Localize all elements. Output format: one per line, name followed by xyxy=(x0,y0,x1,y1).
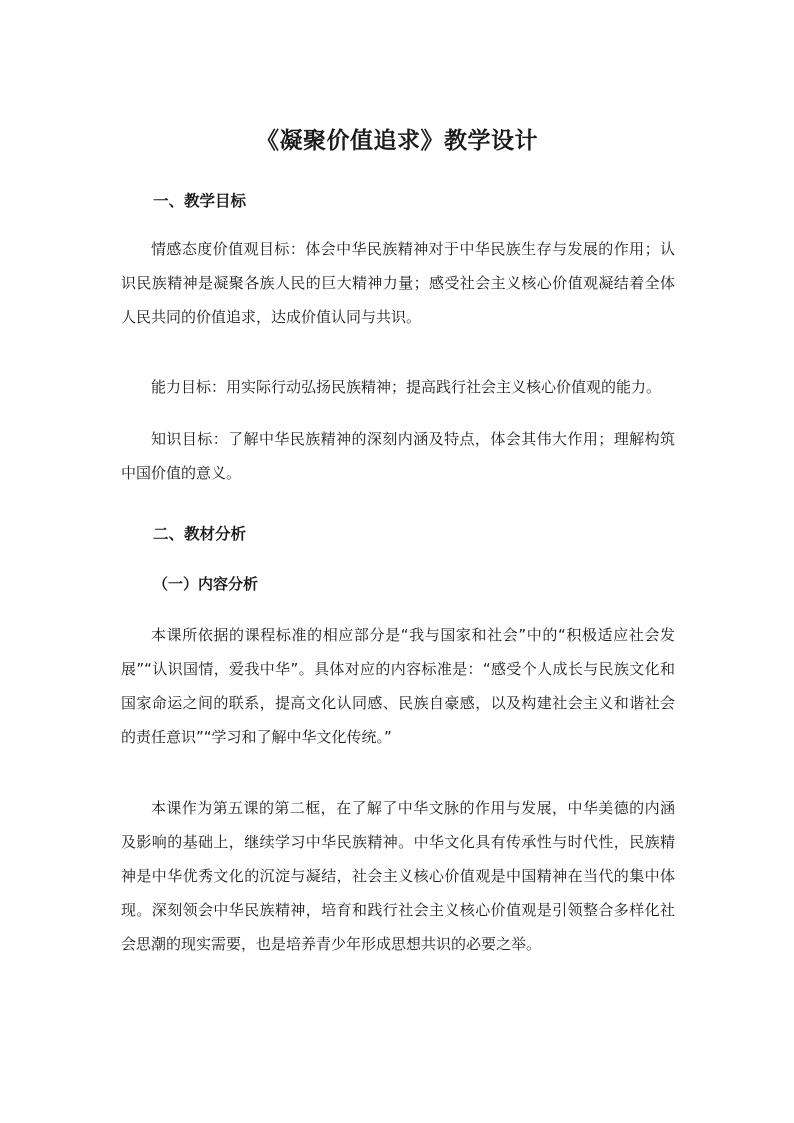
paragraph-curriculum-standard: 本课所依据的课程标准的相应部分是“我与国家和社会”中的“积极适应社会发展”“认识国情，爱我中华”。具体对应的内容标准是：“感受个人成长与民族文化和国家命运之间的联系，提高文化认同感、民族自豪感，以及构建社会主义和谐社会的责任意识”“学习和了解中华文化传统。” xyxy=(121,626,675,746)
section-heading-teaching-goals: 一、教学目标 xyxy=(153,192,247,210)
paragraph-ability-goal: 能力目标：用实际行动弘扬民族精神；提高践行社会主义核心价值观的能力。 xyxy=(151,378,662,396)
paragraph-knowledge-goal: 知识目标：了解中华民族精神的深刻内涵及特点，体会其伟大作用；理解构筑中国价值的意义。 xyxy=(121,430,675,482)
paragraph-lesson-position: 本课作为第五课的第二框，在了解了中华文脉的作用与发展，中华美德的内涵及影响的基础上，继续学习中华民族精神。中华文化具有传承性与时代性，民族精神是中华优秀文化的沉淀与凝结，社会主义核心价值观是中国精神在当代的集中体现。深刻领会中华民族精神，培育和践行社会主义核心价值观是引领整合多样化社会思潮的现实需要，也是培养青少年形成思想共识的必要之举。 xyxy=(121,799,675,953)
section-heading-material-analysis: 二、教材分析 xyxy=(153,525,247,543)
subheading-content-analysis: （一）内容分析 xyxy=(153,575,259,593)
paragraph-emotion-goal: 情感态度价值观目标：体会中华民族精神对于中华民族生存与发展的作用；认识民族精神是凝聚各族人民的巨大精神力量；感受社会主义核心价值观凝结着全体人民共同的价值追求，达成价值认同与共识。 xyxy=(121,240,675,326)
document-title: 《凝聚价值追求》教学设计 xyxy=(256,128,538,154)
